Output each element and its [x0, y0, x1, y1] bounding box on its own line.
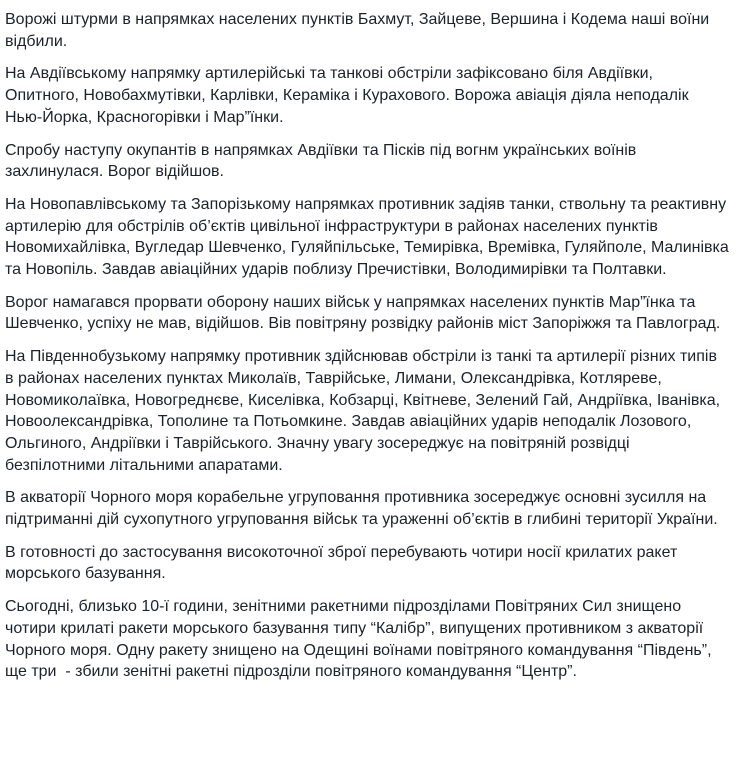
report-paragraph: Сьогодні, близько 10-ї години, зенітними ракетними підрозділами Повітряних Сил знищено чотири крилаті ракети морського базування типу “Калібр”, випущених противником з акваторії Чорного моря. Одну ракету знищено на Одещині воїнами повітряного командування “Південь”, ще три - збили зенітні ракетні підрозділи повітряного командування “Центр”.	[5, 598, 716, 681]
report-paragraph: Спробу наступу окупантів в напрямках Авдіївки та Пісків під вогнм українських воїнів захлинулася. Ворог відійшов.	[5, 141, 641, 181]
report-paragraph: На Новопавлівському та Запорізькому напрямках противник задіяв танки, ствольну та реактивну артилерію для обстрілів об’єктів цивільної інфраструктури в районах населених пунктів Новомихайлівка, Вугледар Шевченко, Гуляйпільське, Темирівка, Времівка, Гуляйполе, Малинівка та Новопіль. Завдав авіаційних ударів поблизу Пречистівки, Володимирівки та Полтавки.	[5, 195, 734, 279]
report-paragraph: В готовності до застосування високоточної зброї перебувають чотири носії крилатих ракет морського базування.	[5, 543, 682, 583]
report-paragraph: Ворог намагався прорвати оборону наших військ у напрямках населених пунктів Мар”їнка та Шевченко, успіху не мав, відійшов. Вів повітряну розвідку районів міст Запоріжжя та Павлоград.	[5, 293, 721, 333]
report-paragraph: В акваторії Чорного моря корабельне угруповання противника зосереджує основні зусилля на підтриманні дій сухопутного угруповання військ та ураженні об’єктів в глибині території України.	[5, 489, 718, 529]
report-paragraph: На Авдіївському напрямку артилерійські та танкові обстріли зафіксовано біля Авдіївки, Опитного, Новобахмутівки, Карлівки, Кераміка і Курахового. Ворожа авіація діяла неподалік Нью-Йорка, Красногорівки і Мар”їнки.	[5, 65, 694, 126]
report-paragraph: Ворожі штурми в напрямках населених пунктів Бахмут, Зайцеве, Вершина і Кодема наші воїни відбили.	[5, 11, 714, 50]
report-paragraph: На Південнобузькому напрямку противник здійснював обстріли із танкі та артилерії різних типів в районах населених пунктах Миколаїв, Таврійське, Лимани, Олександрівка, Котляреве, Новомиколаївка, Новогреднєве, Киселівка, Кобзарці, Квітневе, Зелений Гай, Андріївка, Іванівка, Новоолександрівка, Тополине та Потьомкине. Завдав авіаційних ударів неподалік Лозового, Ольгиного, Андріївки і Таврійського. Значну увагу зосереджує на повітряній розвідці безпілотними літальними апаратами.	[5, 348, 725, 474]
